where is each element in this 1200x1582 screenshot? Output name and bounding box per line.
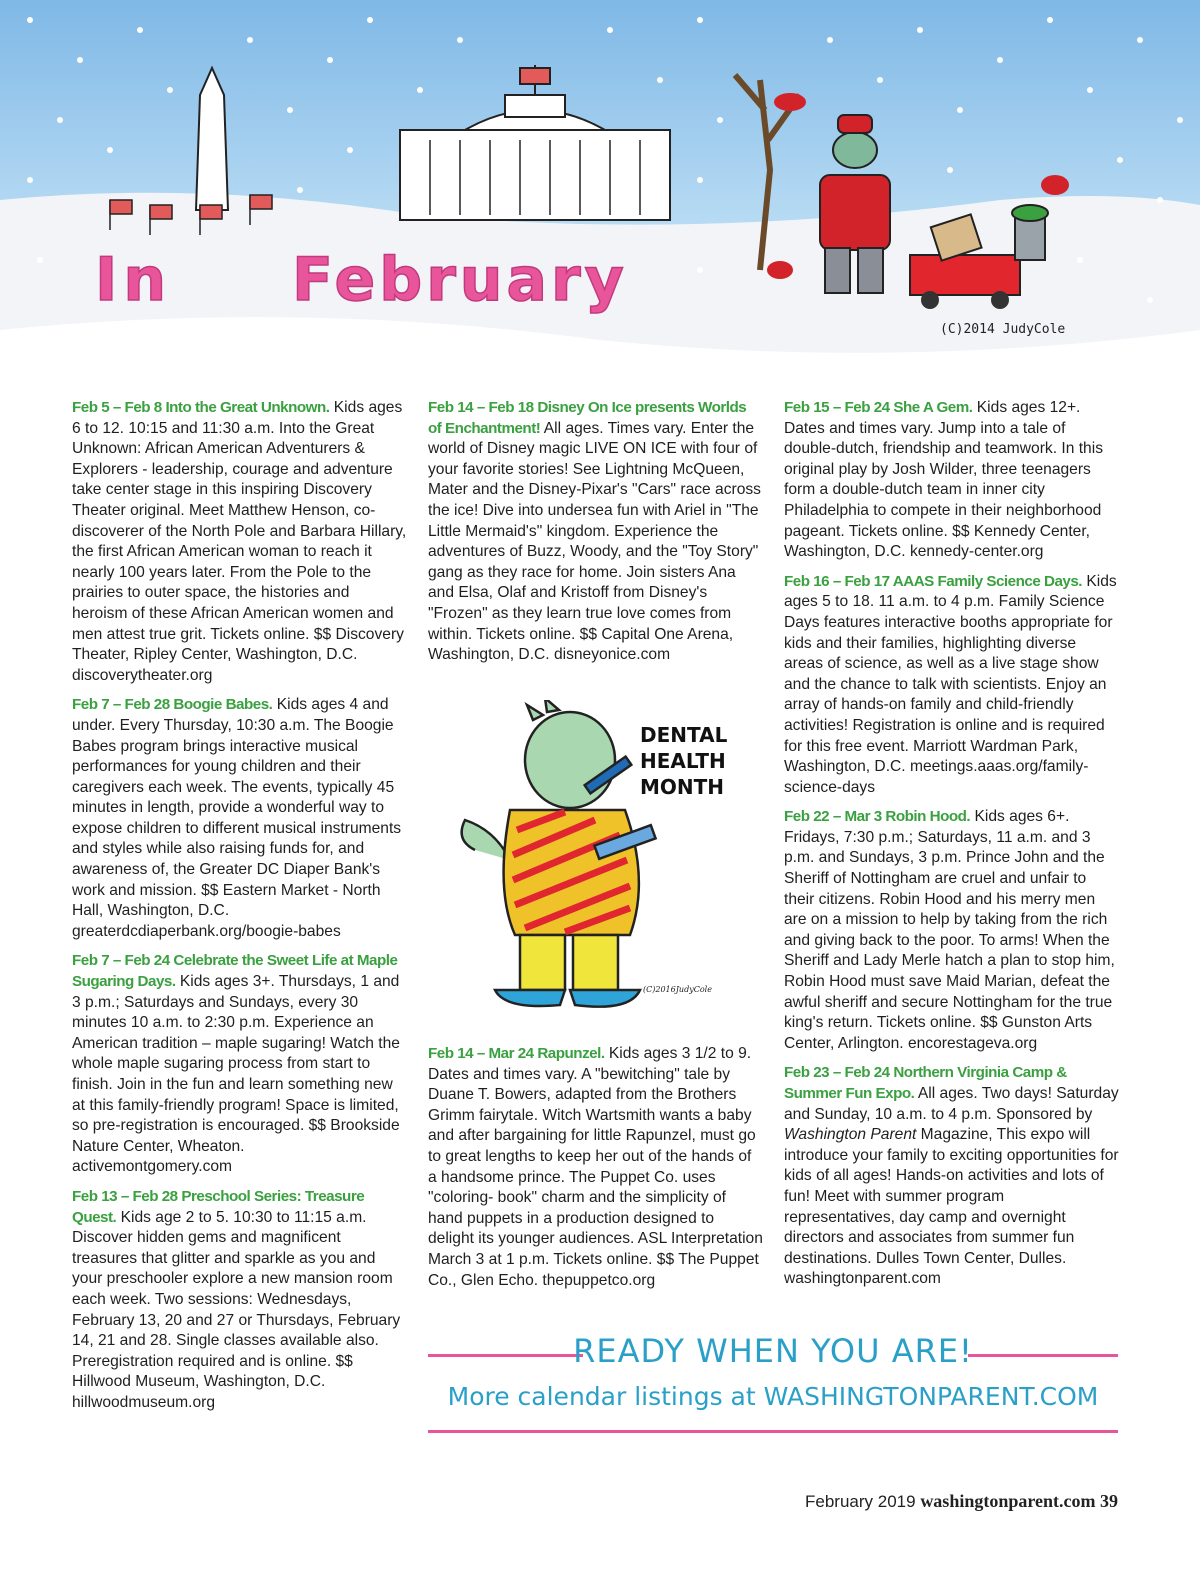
dental-caption-line-2: HEALTH [640, 749, 726, 773]
promo-link[interactable]: More calendar listings at WASHINGTONPARENT.COM [447, 1382, 1099, 1411]
event-title: Feb 7 – Feb 28 Boogie Babes. [72, 696, 273, 714]
promo-title: READY WHEN YOU ARE! [573, 1332, 973, 1370]
header-illustration [0, 0, 1200, 380]
event-entry [72, 398, 407, 686]
event-entry [428, 1044, 763, 1291]
event-description: All ages. Times vary. Enter the world of Disney magic LIVE ON ICE with four of your favorite stories! See Lightning McQueen, Mater and the Disney-Pixar's "Cars" race across the ice! Dive into undersea fun with Ariel in "The Little Mermaid's" kingdom. Experience the adventures of Buzz, Woody, and the "Toy Story" gang as they race for home. Join sisters Ana and Elsa, Olaf and Kristoff from Disney's "Frozen" as they learn true love comes from within. Tickets online. $$ Capital One Arena, Washington, D.C. disneyonice.com [428, 419, 761, 664]
event-entry [784, 1063, 1119, 1290]
event-entry [428, 398, 763, 666]
dinosaur-toothbrush-icon [462, 700, 656, 1007]
event-entry [72, 1187, 407, 1414]
event-description: Kids ages 4 and under. Every Thursday, 10:30 a.m. The Boogie Babes program brings interactive musical performances for young children and their caregivers each week. The events, typically 45 minutes in length, provide a wonderful way to expose children to different musical instruments and styles while also raising funds for, and awareness of, the Greater DC Diaper Bank's work and mission. $$ Eastern Market - North Hall, Washington, D.C. greaterdcdiaperbank.org/boogie-babes [72, 696, 402, 940]
promo-banner [428, 1332, 1118, 1437]
illustration-copyright: (C)2014 JudyCole [940, 322, 1066, 337]
event-title: Feb 5 – Feb 8 Into the Great Unknown. [72, 399, 330, 416]
event-description: Kids ages 3 1/2 to 9. Dates and times vary. A "bewitching" tale by Duane T. Bowers, adapted from the Brothers Grimm fairytale. Witch Wartsmith wants a baby and after bargaining for little Rapunzel, must go to great lengths to keep her out of the hands of a handsome prince. The Puppet Co. uses "coloring- book" charm and the simplicity of hand puppets in a production designed to delight its younger audiences. ASL Interpretation March 3 at 1 p.m. Tickets online. $$ The Puppet Co., Glen Echo. thepuppetco.org [428, 1045, 763, 1289]
event-description: Kids age 2 to 5. 10:30 to 11:15 a.m. Discover hidden gems and magnificent treasures that glitter and sparkle as you and your preschooler explore a new mansion room each week. Two sessions: Wednesdays, February 13, 20 and 27 or Thursdays, February 14, 21 and 28. Single classes available also. Preregistration required and is online. $$ Hillwood Museum, Washington, D.C. hillwoodmuseum.org [72, 1208, 401, 1411]
event-title: Feb 16 – Feb 17 AAAS Family Science Days. [784, 572, 1083, 590]
event-title: Feb 23 – Feb 24 Northern Virginia Camp & Summer Fun Expo. [784, 1064, 1067, 1102]
event-title: Feb 14 – Feb 18 Disney On Ice presents Worlds of Enchantment! [428, 399, 747, 437]
event-entry [784, 807, 1119, 1054]
page-number: 39 [1095, 1491, 1118, 1511]
dino-signature: (C)2016JudyCole [643, 985, 712, 994]
events-column-2-lower [428, 1044, 763, 1300]
dental-caption-line-1: DENTAL [640, 723, 728, 747]
event-description: Kids ages 5 to 18. 11 a.m. to 4 p.m. Family Science Days features interactive booths appropriate for kids and their families, highlighting diverse areas of science, as well as a live stage show and the chance to talk with scientists. Enjoy an array of hands-on family and child-friendly activities! Registration is online and is required for this free event. Marriott Wardman Park, Washington, D.C. meetings.aaas.org/family-science-days [784, 572, 1117, 796]
magazine-name: Washington Parent [784, 1126, 917, 1144]
event-description: Kids ages 12+. Dates and times vary. Jump into a tale of double-dutch, friendship and teamwork. In this original play by Josh Wilder, three teenagers form a double-dutch team in inner city Philadelphia to compete in their neighborhood pageant. Tickets online. $$ Kennedy Center, Washington, D.C. kennedy-center.org [784, 399, 1103, 561]
issue-date: February 2019 [805, 1492, 921, 1511]
page-footer [805, 1491, 1118, 1512]
event-title: Feb 13 – Feb 28 Preschool Series: Treasure Quest. [72, 1187, 365, 1226]
event-title: Feb 14 – Mar 24 Rapunzel. [428, 1045, 605, 1062]
dental-health-illustration [455, 700, 745, 1030]
event-entry [784, 572, 1119, 799]
event-entry [72, 695, 407, 942]
month-word: February [292, 245, 628, 315]
event-title: Feb 22 – Mar 3 Robin Hood. [784, 808, 971, 826]
event-description: Kids ages 6+. Fridays, 7:30 p.m.; Saturdays, 11 a.m. and 3 p.m. and Sundays, 3 p.m. Prince John and the Sheriff of Nottingham are cruel and unfair to their citizens. Robin Hood and his merry men are on a mission to help by taking from the rich and giving back to the poor. To arms! When the Sheriff and Lady Merle hatch a plan to stop him, Robin Hood must save Maid Marian, defeat the awful sheriff and secure Nottingham for the true king's return. Tickets online. $$ Gunston Arts Center, Arlington. encorestageva.org [784, 808, 1115, 1052]
dental-caption-line-3: MONTH [640, 775, 725, 799]
events-column-1 [72, 398, 407, 1423]
event-entry [784, 398, 1119, 563]
event-description: Kids ages 6 to 12. 10:15 and 11:30 a.m. Into the Great Unknown: African American Adventurers & Explorers - leadership, courage and adventure take center stage in this inspiring Discovery Theater original. Meet Matthew Henson, co-discoverer of the North Pole and Barbara Hillary, the first African American woman to reach it nearly 100 years later. From the Pole to the prairies to outer space, the histories and heroism of these African American women and men attest true grit. Tickets online. $$ Discovery Theater, Ripley Center, Washington, D.C. discoverytheater.org [72, 399, 407, 684]
event-description: All ages. Two days! Saturday and Sunday, 10 a.m. to 4 p.m. Sponsored by [784, 1085, 1119, 1123]
event-entry [72, 951, 407, 1178]
event-description-cont: Magazine, This expo will introduce your family to exciting opportunities for kids of all ages! Hands-on activities and lots of fun! Meet with summer program representatives, day camp and overnight directors and associates from summer fun destinations. Dulles Town Center, Dulles. washingtonparent.com [784, 1126, 1119, 1288]
events-column-3 [784, 398, 1119, 1299]
promo-rule-bottom [428, 1430, 1118, 1433]
event-title: Feb 7 – Feb 24 Celebrate the Sweet Life at Maple Sugaring Days. [72, 952, 398, 991]
site-name: washingtonparent.com [920, 1491, 1096, 1511]
month-prefix: In [95, 245, 173, 315]
events-column-2 [428, 398, 763, 675]
event-description: Kids ages 3+. Thursdays, 1 and 3 p.m.; Saturdays and Sundays, every 30 minutes 10 a.m. to 2:30 p.m. Experience an American tradition – maple sugaring! Watch the whole maple sugaring process from start to finish. Join in the fun and learn something new at this family-friendly program! Space is limited, so pre-registration is encouraged. $$ Brookside Nature Center, Wheaton. activemontgomery.com [72, 973, 400, 1176]
event-title: Feb 15 – Feb 24 She A Gem. [784, 399, 973, 416]
